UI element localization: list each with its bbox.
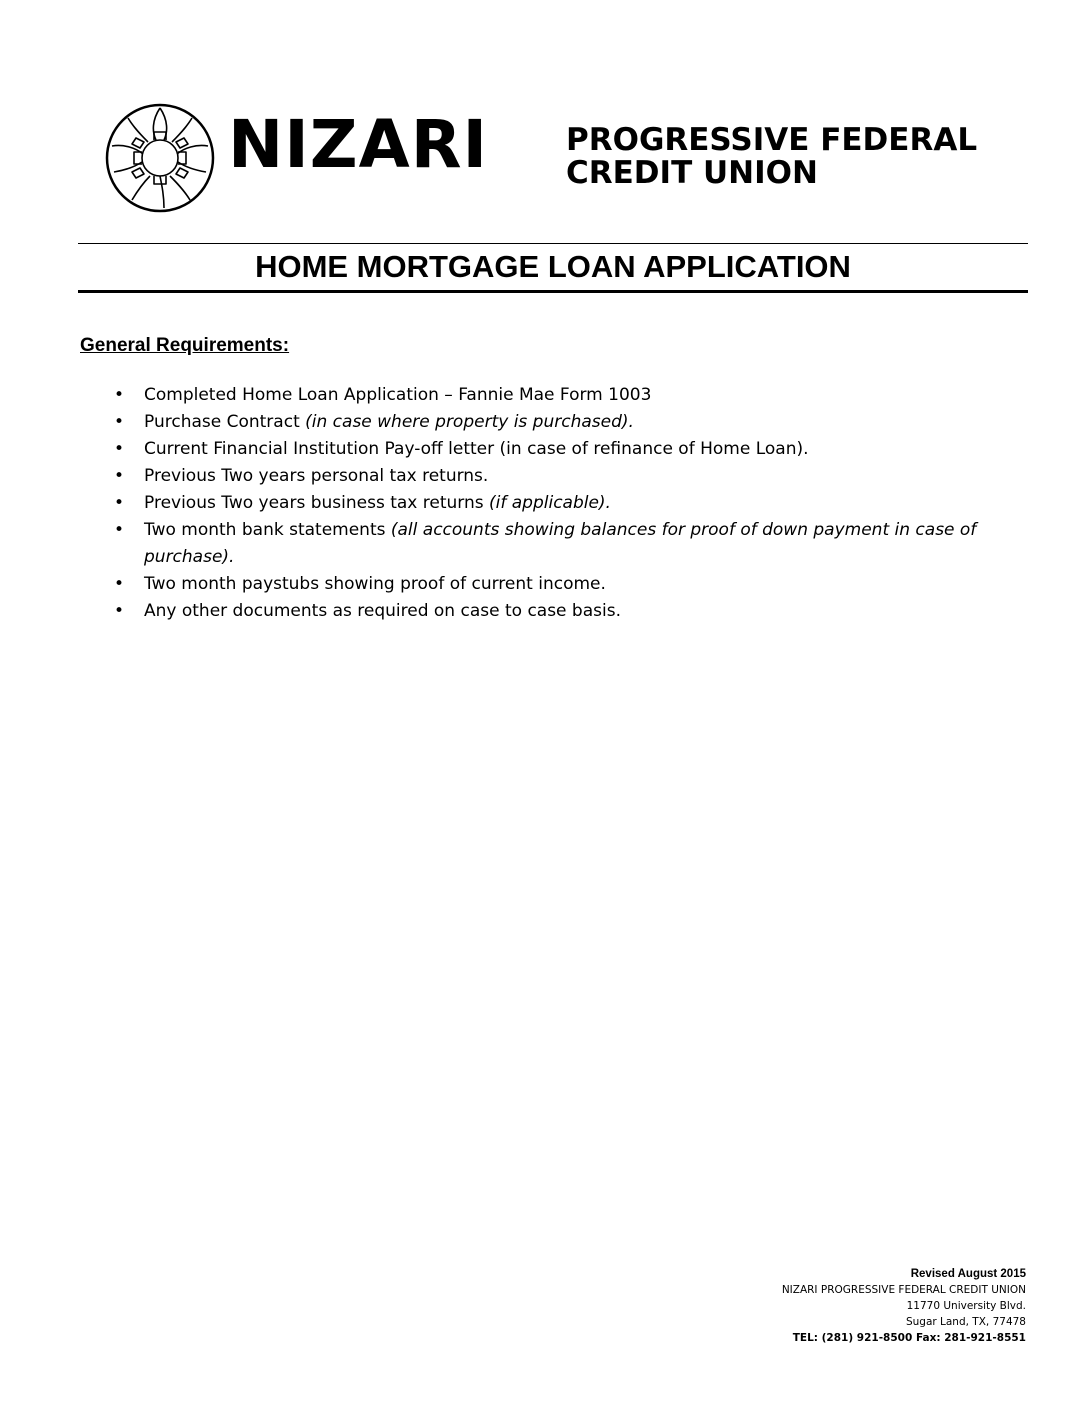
footer-street: 11770 University Blvd. [906, 1300, 1026, 1312]
hands-circle-emblem-icon [104, 102, 216, 214]
logo-subtitle-line2: CREDIT UNION [566, 155, 818, 191]
logo-subtitle-line1: PROGRESSIVE FEDERAL [566, 122, 978, 158]
bullet-icon: • [114, 574, 125, 594]
section-heading: General Requirements: [80, 335, 290, 356]
list-item [114, 409, 1014, 436]
list-item [114, 571, 1014, 598]
footer-phone-fax: TEL: (281) 921-8500 Fax: 281-921-8551 [792, 1332, 1026, 1344]
logo-subtitle [566, 124, 977, 190]
list-item [114, 436, 1014, 463]
list-item-text: Any other documents as required on case to case basis. [144, 601, 621, 621]
bullet-icon: • [114, 466, 125, 486]
list-item-text: Two month paystubs showing proof of current income. [144, 574, 606, 594]
list-item-note: (in case where property is purchased). [305, 412, 634, 432]
logo-wordmark: NIZARI [228, 106, 489, 183]
list-item [114, 598, 1014, 625]
list-item [114, 382, 1014, 409]
list-item-text: Previous Two years personal tax returns. [144, 466, 489, 486]
list-item [114, 463, 1014, 490]
requirements-list [114, 382, 1014, 625]
list-item-text: Purchase Contract [144, 412, 306, 432]
list-item [114, 490, 1014, 517]
footer-org-name: NIZARI PROGRESSIVE FEDERAL CREDIT UNION [781, 1284, 1026, 1296]
document-title: HOME MORTGAGE LOAN APPLICATION [255, 249, 851, 284]
list-item-note: (if applicable). [489, 493, 611, 513]
title-bottom-rule [78, 290, 1028, 293]
revision-date: Revised August 2015 [910, 1268, 1026, 1280]
bullet-icon: • [114, 439, 125, 459]
bullet-icon: • [114, 412, 125, 432]
bullet-icon: • [114, 520, 125, 540]
footer-address-block [782, 1266, 1026, 1346]
list-item-text: Previous Two years business tax returns [144, 493, 489, 513]
list-item-text: Two month bank statements [144, 520, 391, 540]
list-item-text: Completed Home Loan Application – Fannie Mae Form 1003 [144, 385, 652, 405]
list-item-note: (all accounts showing balances for proof of down payment in case of purchase). [144, 520, 977, 567]
list-item [114, 517, 1014, 571]
logo [104, 102, 1004, 220]
title-top-rule [78, 243, 1028, 244]
footer-city: Sugar Land, TX, 77478 [905, 1316, 1026, 1328]
bullet-icon: • [114, 385, 125, 405]
bullet-icon: • [114, 493, 125, 513]
list-item-text: Current Financial Institution Pay-off letter (in case of refinance of Home Loan). [144, 439, 809, 459]
bullet-icon: • [114, 601, 125, 621]
